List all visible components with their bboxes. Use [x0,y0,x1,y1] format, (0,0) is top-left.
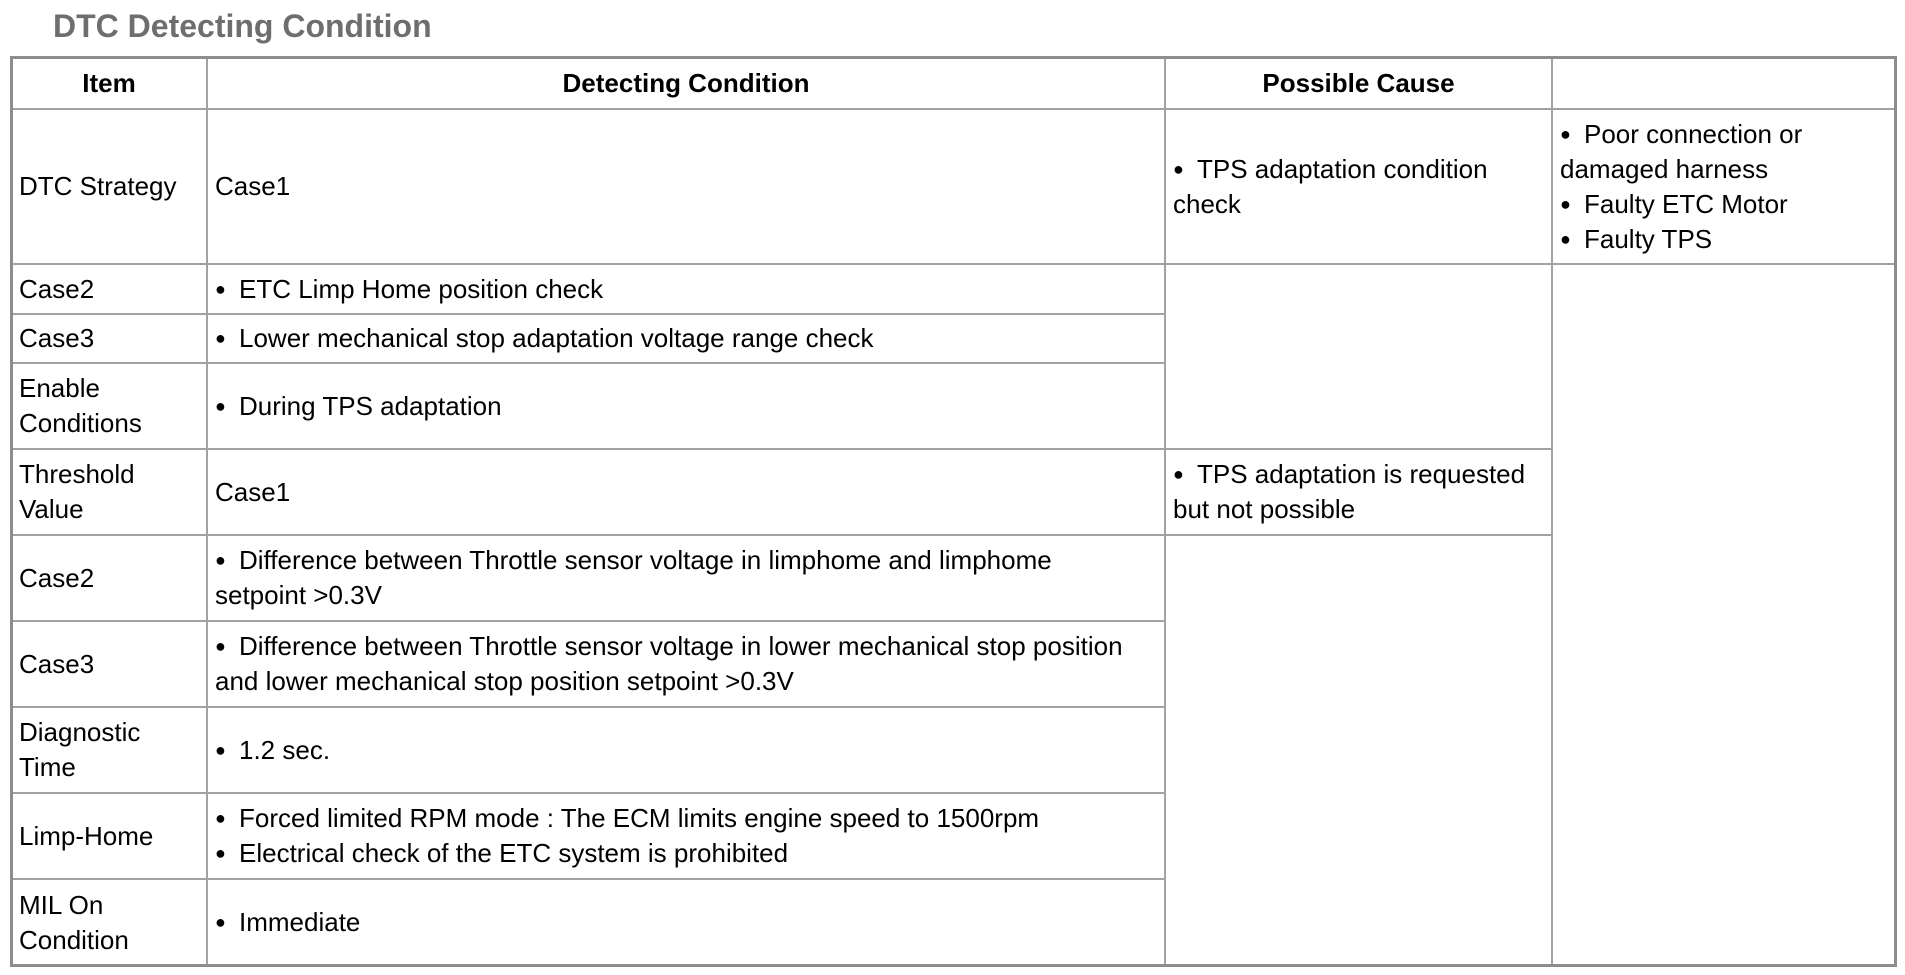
condition-cell [207,363,1165,449]
possible-cause-cell [1165,449,1552,535]
item-label-line: Enable [19,373,100,403]
condition-cell [207,621,1165,707]
cause-bullet: ● Faulty ETC Motor [1560,187,1888,222]
table-row [12,109,1895,264]
item-label-line: Value [19,494,84,524]
header-possible-cause: Possible Cause [1165,58,1552,109]
table-row [12,264,1895,314]
condition-bullet: ● During TPS adaptation [215,389,1157,424]
condition-bullet: ● Lower mechanical stop adaptation voltage range check [215,321,1157,356]
cause-bullet: ● Poor connection or [1560,117,1888,152]
item-label-line: Conditions [19,408,142,438]
item-label-line: Threshold [19,459,135,489]
condition-bullet: ● ETC Limp Home position check [215,272,1157,307]
item-label-line: MIL On [19,889,104,920]
condition-bullet: ● Electrical check of the ETC system is prohibited [215,836,1157,871]
item-label-line: Condition [19,924,129,955]
condition-cell: Case1 [207,109,1165,264]
cause-bullet: ● Faulty TPS [1560,222,1888,257]
page-title: DTC Detecting Condition [53,8,432,44]
item-cell: Case2 [12,264,207,314]
condition-cell [207,314,1165,363]
item-cell: Case2 [12,535,207,621]
possible-cause-cell [1165,109,1552,264]
header-item: Item [12,58,207,109]
header-detecting-condition: Detecting Condition [207,58,1165,109]
item-cell: Limp-Home [12,793,207,879]
dtc-condition-table [12,58,1895,965]
cause-bullet: ● TPS adaptation condition [1173,152,1544,187]
empty-cell [1552,264,1895,965]
item-cell: Case3 [12,314,207,363]
condition-bullet: ● 1.2 sec. [215,733,1157,768]
cause-continuation: but not possible [1173,494,1356,524]
condition-cell [207,879,1165,965]
item-cell: Case3 [12,621,207,707]
cause-bullet: ● TPS adaptation is requested [1173,457,1544,492]
item-cell [12,363,207,449]
condition-cell [207,707,1165,793]
item-cell [12,707,207,793]
item-cell: DTC Strategy [12,109,207,264]
condition-cell: Case1 [207,449,1165,535]
condition-bullet: ● Difference between Throttle sensor voltage in limphome and limphome [215,543,1157,578]
item-label-line: Diagnostic [19,717,141,747]
empty-cell [1165,264,1552,449]
cause-continuation: damaged harness [1560,153,1769,184]
table-header-row [12,58,1895,109]
condition-cell [207,793,1165,879]
condition-continuation: and lower mechanical stop position setpoint >0.3V [215,666,794,696]
condition-continuation: setpoint >0.3V [215,580,382,610]
item-cell [12,449,207,535]
condition-bullet: ● Forced limited RPM mode : The ECM limits engine speed to 1500rpm [215,801,1157,836]
condition-bullet: ● Immediate [215,905,1157,940]
item-cell [12,879,207,965]
header-blank [1552,58,1895,109]
condition-cell [207,535,1165,621]
causes-cell [1552,109,1895,264]
item-label-line: Time [19,752,76,782]
condition-bullet: ● Difference between Throttle sensor voltage in lower mechanical stop position [215,629,1157,664]
cause-continuation: check [1173,188,1241,219]
empty-cell [1165,535,1552,965]
condition-cell [207,264,1165,314]
